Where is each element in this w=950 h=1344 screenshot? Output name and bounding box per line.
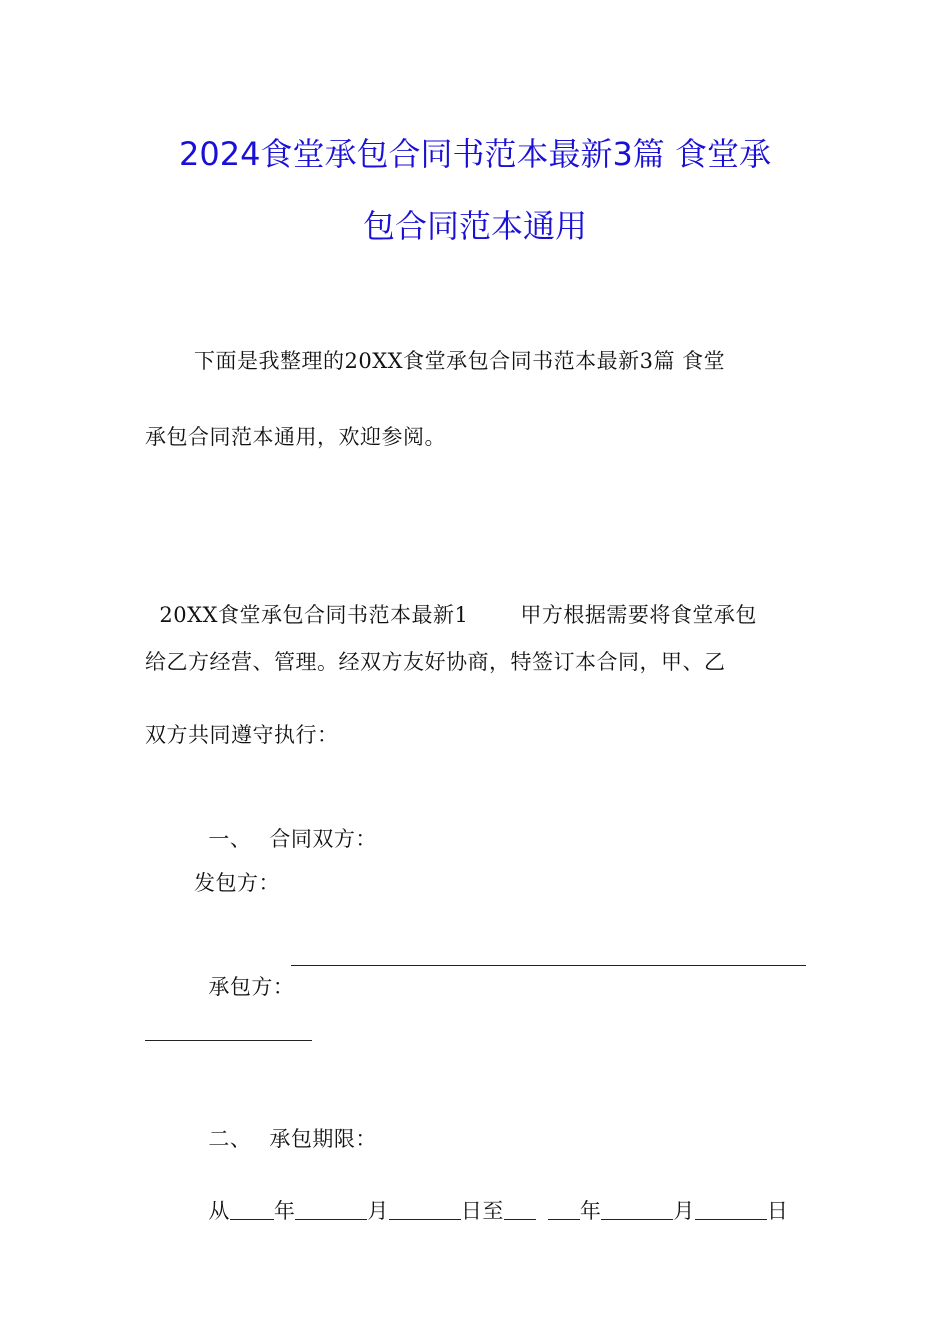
start-month-blank	[295, 1199, 367, 1220]
party-b-row	[194, 942, 294, 1002]
clause1-number: 一、	[208, 827, 252, 851]
section1-line-3: 双方共同遵守执行：	[145, 723, 339, 747]
start-day-blank	[389, 1199, 461, 1220]
end-year-blank-b	[548, 1199, 580, 1220]
start-month-label: 月	[367, 1199, 389, 1223]
start-day-to-label: 日至	[460, 1199, 504, 1223]
clause2-number: 二、	[208, 1127, 252, 1151]
section1-heading: 20XX食堂承包合同书范本最新1	[159, 603, 469, 627]
clause1-heading	[194, 794, 377, 854]
section1-line-2: 给乙方经营、管理。经双方友好协商，特签订本合同，甲、乙	[145, 650, 726, 674]
section1-line-1	[145, 570, 757, 630]
end-day-blank	[695, 1199, 767, 1220]
party-b-blank-line	[291, 965, 806, 966]
document-title-line-2: 包合同范本通用	[362, 207, 587, 245]
end-year-blank-a	[504, 1199, 536, 1220]
clause2-heading	[194, 1094, 377, 1154]
clause1-title: 合同双方：	[269, 827, 377, 851]
term-from: 从	[208, 1199, 230, 1223]
party-a-label: 发包方：	[194, 871, 280, 895]
party-b-label: 承包方：	[208, 975, 295, 999]
document-title-line-1: 2024食堂承包合同书范本最新3篇 食堂承	[179, 135, 771, 173]
intro-line-2: 承包合同范本通用，欢迎参阅。	[145, 425, 446, 449]
intro-line-1: 下面是我整理的20XX食堂承包合同书范本最新3篇 食堂	[194, 349, 726, 373]
end-day-label: 日	[766, 1199, 789, 1223]
start-year-label: 年	[273, 1199, 296, 1223]
end-year-label: 年	[579, 1199, 602, 1223]
section1-text: 甲方根据需要将食堂承包	[520, 603, 757, 627]
clause2-title: 承包期限：	[269, 1127, 377, 1151]
end-month-blank	[601, 1199, 673, 1220]
end-month-label: 月	[673, 1199, 695, 1223]
start-year-blank	[230, 1199, 274, 1220]
party-b-blank-line-continued	[145, 1040, 312, 1041]
term-date-row	[194, 1166, 788, 1226]
